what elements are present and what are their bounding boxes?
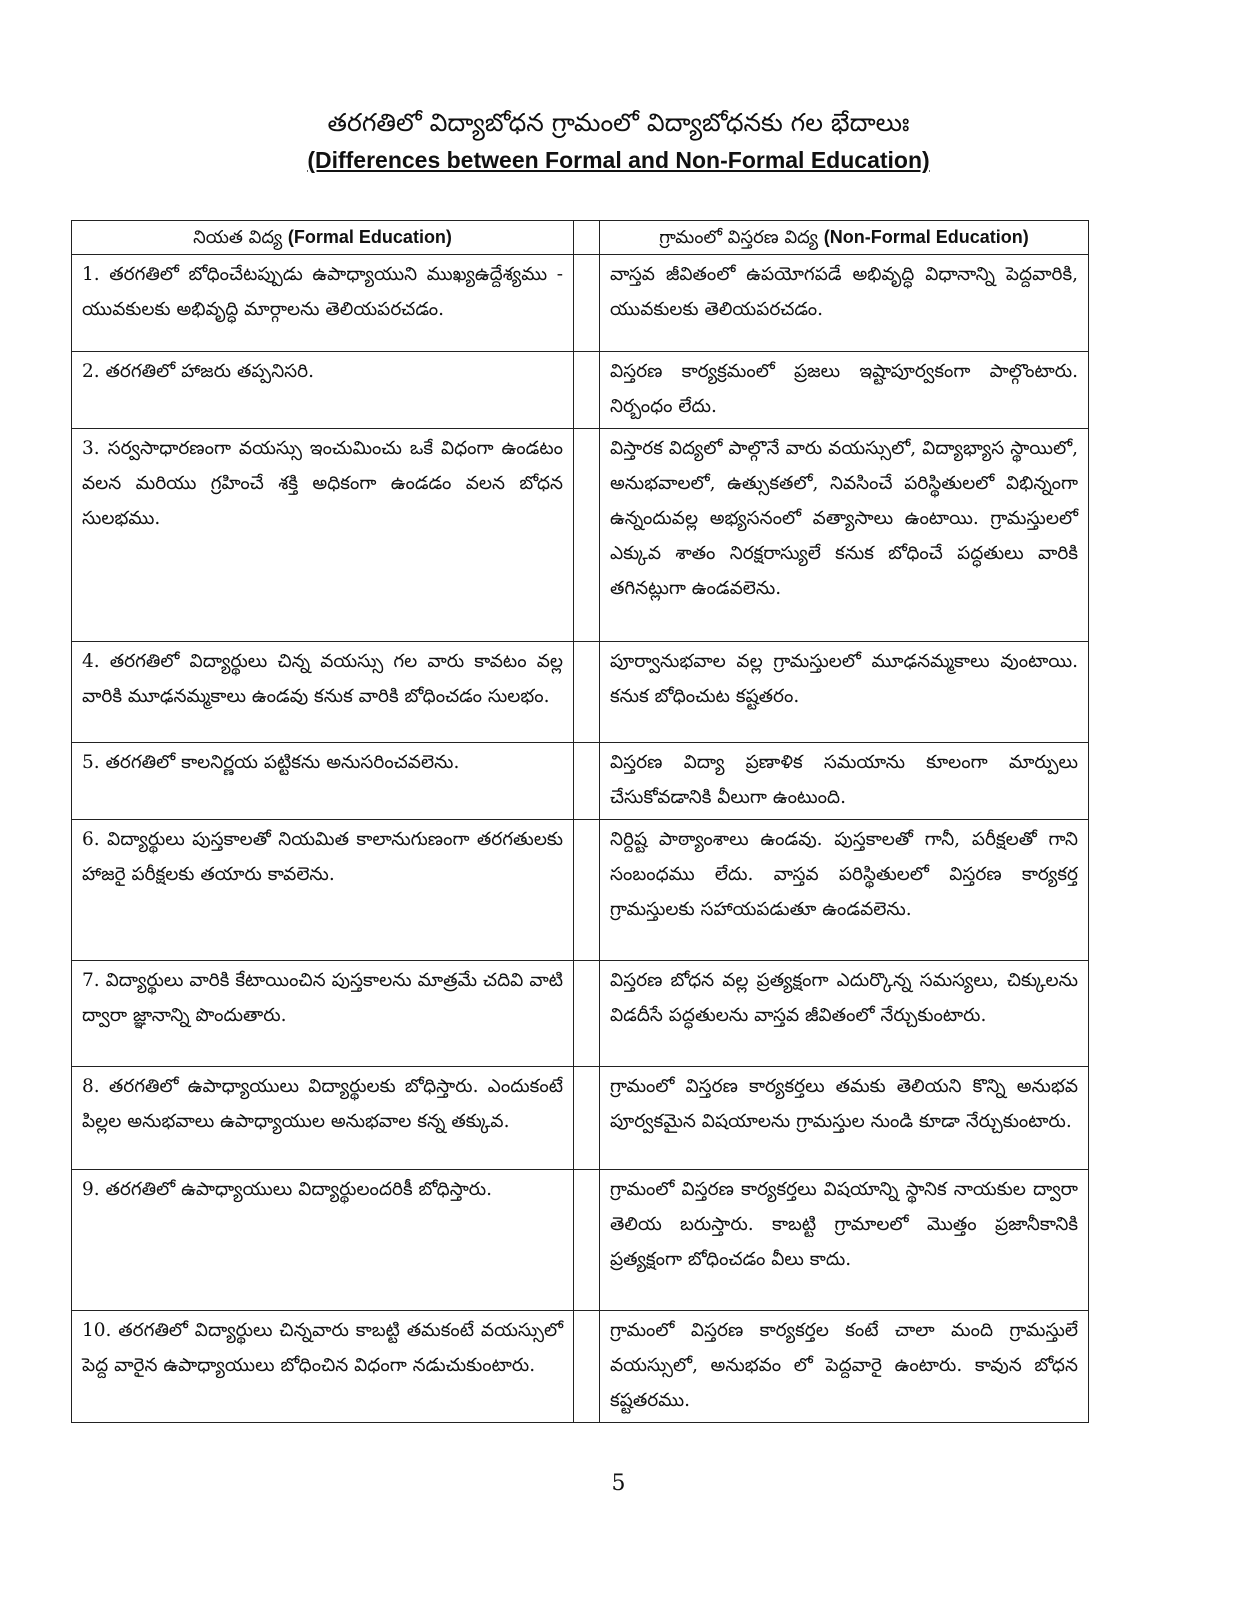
non-formal-cell: విస్తరణ విద్యా ప్రణాళిక సమయాను కూలంగా మార్పులు చేసుకోవడానికి వీలుగా ఉంటుంది. <box>600 743 1089 820</box>
non-formal-cell: గ్రామంలో విస్తరణ కార్యకర్తలు తమకు తెలియని కొన్ని అనుభవ పూర్వకమైన విషయాలను గ్రామస్తుల నుండి కూడా నేర్చుకుంటారు. <box>600 1067 1089 1170</box>
table-row <box>72 429 1089 642</box>
formal-cell: 9. తరగతిలో ఉపాధ్యాయులు విద్యార్థులందరికీ బోధిస్తారు. <box>72 1170 574 1311</box>
gap-cell <box>574 429 600 642</box>
header-non-formal-telugu: గ్రామంలో విస్తరణ విద్య <box>659 227 824 248</box>
table-row <box>72 1067 1089 1170</box>
gap-cell <box>574 743 600 820</box>
non-formal-cell: గ్రామంలో విస్తరణ కార్యకర్తల కంటే చాలా మంది గ్రామస్తులే వయస్సులో, అనుభవం లో పెద్దవారై ఉంటారు. కావున బోధన కష్టతరము. <box>600 1311 1089 1423</box>
header-non-formal-english: (Non-Formal Education) <box>823 227 1029 247</box>
formal-cell: 6. విద్యార్థులు పుస్తకాలతో నియమిత కాలానుగుణంగా తరగతులకు హాజరై పరీక్షలకు తయారు కావలెను. <box>72 820 574 961</box>
gap-cell <box>574 1311 600 1423</box>
table-row <box>72 642 1089 743</box>
gap-cell <box>574 1170 600 1311</box>
formal-cell: 2. తరగతిలో హాజరు తప్పనిసరి. <box>72 352 574 429</box>
header-formal-english: (Formal Education) <box>287 227 452 247</box>
formal-cell: 3. సర్వసాధారణంగా వయస్సు ఇంచుమించు ఒకే విధంగా ఉండటం వలన మరియు గ్రహించే శక్తి అధికంగా ఉండడం వలన బోధన సులభము. <box>72 429 574 642</box>
non-formal-cell: వాస్తవ జీవితంలో ఉపయోగపడే అభివృద్ధి విధానాన్ని పెద్దవారికి, యువకులకు తెలియపరచడం. <box>600 255 1089 352</box>
gap-cell <box>574 961 600 1067</box>
non-formal-cell: నిర్దిష్ట పాఠ్యాంశాలు ఉండవు. పుస్తకాలతో గానీ, పరీక్షలతో గాని సంబంధము లేదు. వాస్తవ పరిస్థితులలో విస్తరణ కార్యకర్త గ్రామస్తులకు సహాయపడుతూ ఉండవలెను. <box>600 820 1089 961</box>
formal-cell: 1. తరగతిలో బోధించేటప్పుడు ఉపాధ్యాయుని ముఖ్యఉద్దేశ్యము - యువకులకు అభివృద్ధి మార్గాలను తెలియపరచడం. <box>72 255 574 352</box>
table-header-row <box>72 221 1089 255</box>
gap-cell <box>574 820 600 961</box>
header-non-formal <box>600 221 1089 255</box>
table-row <box>72 255 1089 352</box>
gap-cell <box>574 642 600 743</box>
formal-cell: 5. తరగతిలో కాలనిర్ణయ పట్టికను అనుసరించవలెను. <box>72 743 574 820</box>
gap-cell <box>574 255 600 352</box>
table-row <box>72 743 1089 820</box>
table-row <box>72 1170 1089 1311</box>
table-row <box>72 961 1089 1067</box>
non-formal-cell: విస్తారక విద్యలో పాల్గొనే వారు వయస్సులో, విద్యాభ్యాస స్థాయిలో, అనుభవాలలో, ఉత్సుకతలో, నివసించే పరిస్థితులలో విభిన్నంగా ఉన్నందువల్ల అభ్యసనంలో వత్యాసాలు ఉంటాయి. గ్రామస్తులలో ఎక్కువ శాతం నిరక్షరాస్యులే కనుక బోధించే పద్ధతులు వారికి తగినట్లుగా ఉండవలెను. <box>600 429 1089 642</box>
non-formal-cell: గ్రామంలో విస్తరణ కార్యకర్తలు విషయాన్ని స్థానిక నాయకుల ద్వారా తెలియ బరుస్తారు. కాబట్టి గ్రామాలలో మొత్తం ప్రజానీకానికి ప్రత్యక్షంగా బోధించడం వీలు కాదు. <box>600 1170 1089 1311</box>
formal-cell: 7. విద్యార్థులు వారికి కేటాయించిన పుస్తకాలను మాత్రమే చదివి వాటి ద్వారా జ్ఞానాన్ని పొందుతారు. <box>72 961 574 1067</box>
table-row <box>72 1311 1089 1423</box>
gap-cell <box>574 1067 600 1170</box>
formal-cell: 4. తరగతిలో విద్యార్థులు చిన్న వయస్సు గల వారు కావటం వల్ల వారికి మూఢనమ్మకాలు ఉండవు కనుక వారికి బోధించడం సులభం. <box>72 642 574 743</box>
non-formal-cell: విస్తరణ బోధన వల్ల ప్రత్యక్షంగా ఎదుర్కొన్న సమస్యలు, చిక్కులను విడదీసే పద్ధతులను వాస్తవ జీవితంలో నేర్చుకుంటారు. <box>600 961 1089 1067</box>
non-formal-cell: విస్తరణ కార్యక్రమంలో ప్రజలు ఇష్టాపూర్వకంగా పాల్గొంటారు. నిర్బంధం లేదు. <box>600 352 1089 429</box>
page-title-english: (Differences between Formal and Non-Formal Education) <box>307 147 930 173</box>
gap-cell <box>574 221 600 255</box>
comparison-table <box>71 220 1089 1423</box>
page-title-telugu: తరగతిలో విద్యాబోధన గ్రామంలో విద్యాబోధనకు గల భేదాలుః <box>327 108 910 137</box>
header-formal-telugu: నియత విద్య <box>193 227 288 248</box>
header-formal <box>72 221 574 255</box>
non-formal-cell: పూర్వానుభవాల వల్ల గ్రామస్తులలో మూఢనమ్మకాలు వుంటాయి. కనుక బోధించుట కష్టతరం. <box>600 642 1089 743</box>
formal-cell: 8. తరగతిలో ఉపాధ్యాయులు విద్యార్థులకు బోధిస్తారు. ఎందుకంటే పిల్లల అనుభవాలు ఉపాధ్యాయుల అనుభవాల కన్న తక్కువ. <box>72 1067 574 1170</box>
formal-cell: 10. తరగతిలో విద్యార్థులు చిన్నవారు కాబట్టి తమకంటే వయస్సులో పెద్ద వారైన ఉపాధ్యాయులు బోధించిన విధంగా నడుచుకుంటారు. <box>72 1311 574 1423</box>
page-number: 5 <box>611 1471 626 1496</box>
table-row <box>72 352 1089 429</box>
gap-cell <box>574 352 600 429</box>
table-row <box>72 820 1089 961</box>
